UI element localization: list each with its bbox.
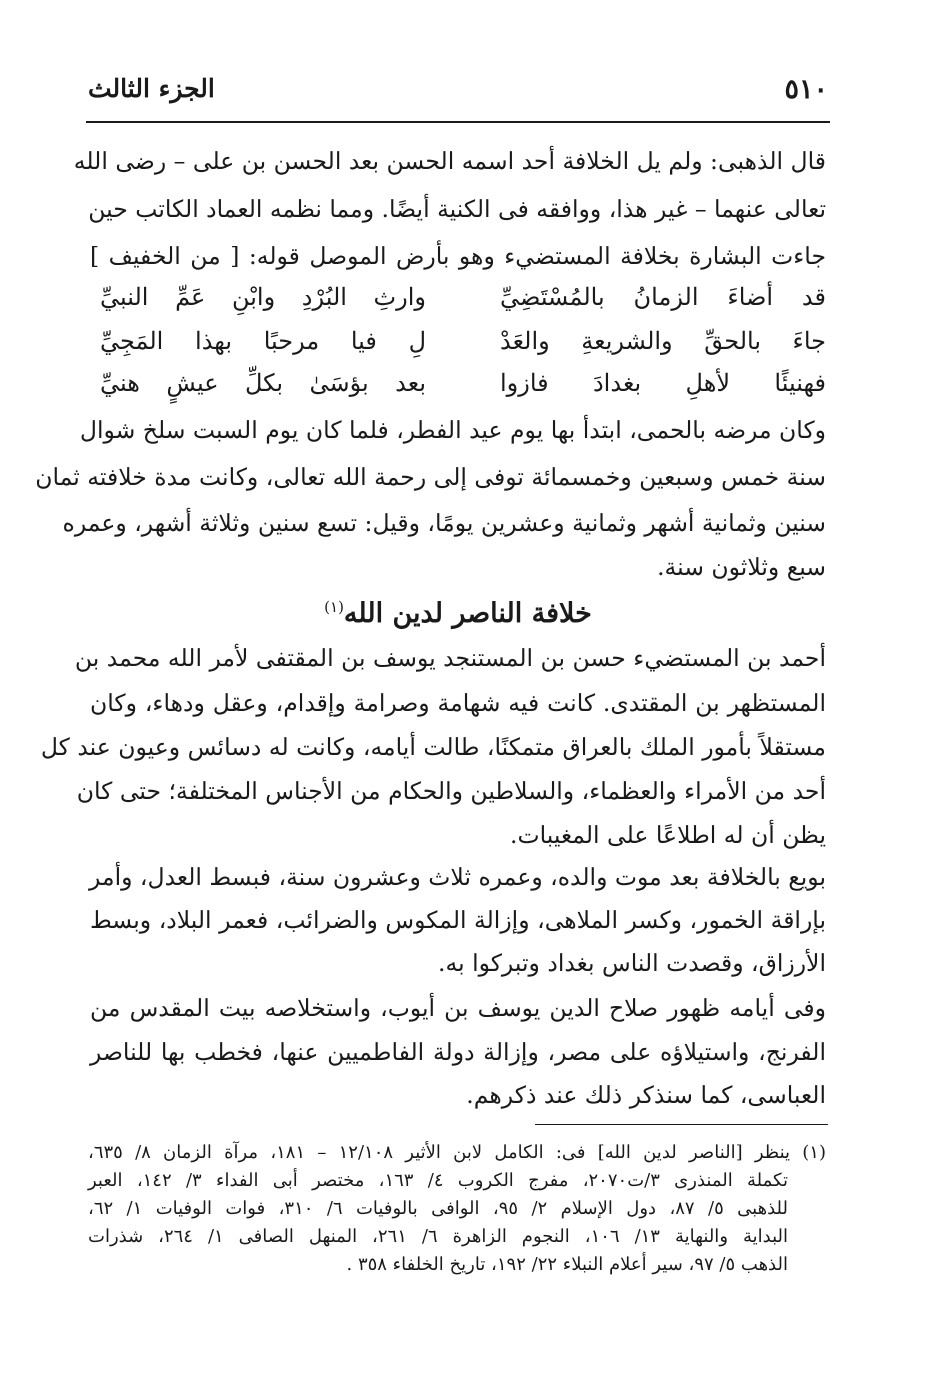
header-rule (86, 121, 830, 123)
footnote-marker: (١) (324, 598, 344, 616)
footnote-line: (١) ينظر [الناصر لدين الله] فى: الكامل لابن الأثير ١٢/١٠٨ – ١٨١، مرآة الزمان ٨/ ٦٣٥، (88, 1142, 826, 1163)
paragraph-line: مستقلاً بأمور الملك بالعراق متمكنًا، طالت أيامه، وكانت له دسائس وعيون عند كل (40, 733, 826, 761)
paragraph-line: جاءت البشارة بخلافة المستضيء وهو بأرض الموصل قوله: [ من الخفيف ] (90, 242, 826, 270)
poem-hemistich-second: بعد بؤسَىٰ بكلِّ عيشٍ هنيِّ (100, 369, 426, 397)
page-number: ٥١٠ (784, 74, 828, 105)
paragraph-line: سنة خمس وسبعين وخمسمائة توفى إلى رحمة الله تعالى، وكانت مدة خلافته ثمان (35, 463, 826, 491)
page-header (88, 74, 828, 114)
paragraph-line: الفرنج، واستيلاؤه على مصر، وإزالة دولة الفاطميين عنها، فخطب بها للناصر (90, 1038, 826, 1066)
section-heading (90, 587, 826, 634)
paragraph-line: أحمد بن المستضيء حسن بن المستنجد يوسف بن المقتفى لأمر الله محمد بن (74, 644, 826, 672)
poem-verse (100, 280, 826, 314)
poem-hemistich-first: قد أضاءَ الزمانُ بالمُسْتَضِيِّ (500, 283, 826, 311)
poem-hemistich-second: وارثِ البُرْدِ وابْنِ عَمِّ النبيِّ (100, 283, 426, 311)
footnote-line: البداية والنهاية ١٣/ ١٠٦، النجوم الزاهرة ٦/ ٢٦١، المنهل الصافى ١/ ٢٦٤، شذرات (88, 1226, 789, 1247)
paragraph-line: أحد من الأمراء والعظماء، والسلاطين والحكام من الأجناس المختلفة؛ حتى كان (76, 777, 826, 805)
paragraph-line: سنين وثمانية أشهر وثمانية وعشرين يومًا، وقيل: تسع سنين وثلاثة أشهر، وعمره (62, 509, 826, 537)
paragraph-line: وكان مرضه بالحمى، ابتدأ بها يوم عيد الفطر، فلما كان يوم السبت سلخ شوال (79, 416, 826, 444)
poem-hemistich-second: لِ فيا مرحبًا بهذا المَجِيِّ (100, 327, 426, 355)
paragraph-line: بويع بالخلافة بعد موت والده، وعمره ثلاث وعشرون سنة، فبسط العدل، وأمر (89, 863, 826, 891)
section-heading-text: خلافة الناصر لدين الله (343, 598, 592, 629)
paragraph-line: العباسى، كما سنذكر ذلك عند ذكرهم. (466, 1081, 826, 1109)
paragraph-line: وفى أيامه ظهور صلاح الدين يوسف بن أيوب، واستخلاصه بيت المقدس من (90, 994, 826, 1022)
poem-hemistich-first: جاءَ بالحقِّ والشريعةِ والعَدْ (500, 327, 826, 355)
paragraph-line: تعالى عنهما – غير هذا، ووافقه فى الكنية أيضًا. ومما نظمه العماد الكاتب حين (88, 195, 826, 223)
paragraph-line: بإراقة الخمور، وكسر الملاهى، وإزالة المكوس والضرائب، فعمر البلاد، وبسط (90, 906, 826, 934)
paragraph-line: الأرزاق، وقصدت الناس بغداد وتبركوا به. (438, 949, 826, 977)
footnote-rule (535, 1124, 828, 1125)
poem-verse (100, 324, 826, 358)
paragraph-line: المستظهر بن المقتدى. كانت فيه شهامة وصرامة وإقدام، وعقل ودهاء، وكان (90, 689, 826, 717)
paragraph-line: قال الذهبى: ولم يل الخلافة أحد اسمه الحسن بعد الحسن بن على – رضى الله (73, 147, 826, 175)
footnote-line: تكملة المنذرى ٣/ت٢٠٧٠، مفرج الكروب ٤/ ١٦٣، مختصر أبى الفداء ٣/ ١٤٢، العبر (88, 1170, 788, 1191)
poem-hemistich-first: فهنيئًا لأهلِ بغدادَ فازوا (500, 369, 826, 397)
footnote-line: للذهبى ٥/ ٨٧، دول الإسلام ٢/ ٩٥، الوافى بالوفيات ٦/ ٣١٠، فوات الوفيات ١/ ٦٢، (88, 1198, 788, 1219)
paragraph-line: يظن أن له اطلاعًا على المغيبات. (510, 821, 826, 849)
footnote-line: الذهب ٥/ ٩٧، سير أعلام النبلاء ٢٢/ ١٩٢، تاريخ الخلفاء ٣٥٨ . (346, 1254, 788, 1275)
running-title: الجزء الثالث (88, 74, 215, 103)
poem-verse (100, 366, 826, 400)
paragraph-line: سبع وثلاثون سنة. (657, 553, 826, 581)
